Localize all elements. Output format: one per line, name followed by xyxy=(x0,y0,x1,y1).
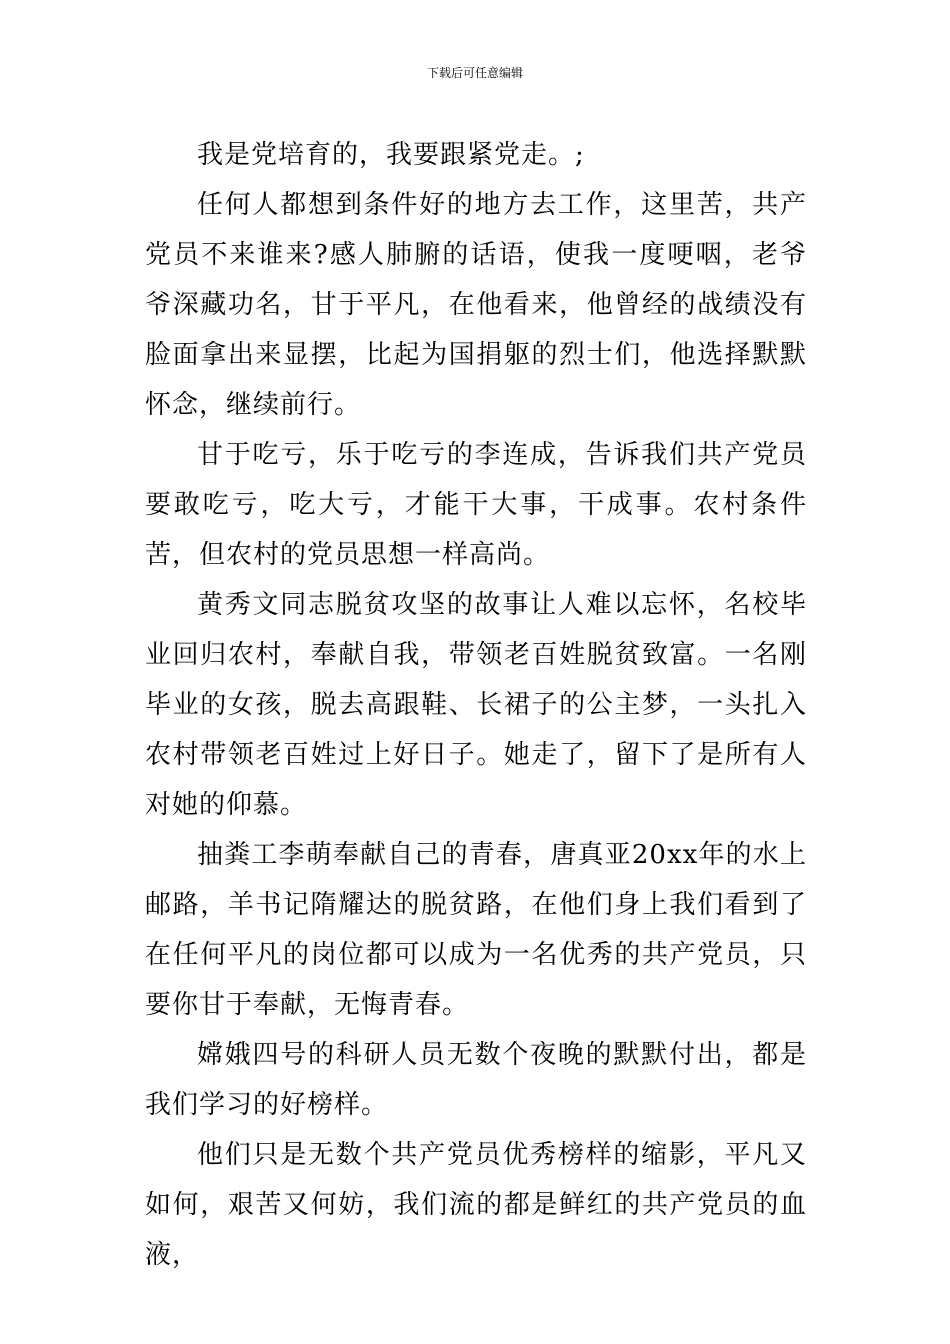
paragraph: 黄秀文同志脱贫攻坚的故事让人难以忘怀，名校毕业回归农村，奉献自我，带领老百姓脱贫致富。一名刚毕业的女孩，脱去高跟鞋、长裙子的公主梦，一头扎入农村带领老百姓过上好日子。她走了，留下了是所有人对她的仰慕。 xyxy=(145,590,807,820)
paragraph: 抽粪工李萌奉献自己的青春，唐真亚20xx年的水上邮路，羊书记隋耀达的脱贫路，在他们身上我们看到了在任何平凡的岗位都可以成为一名优秀的共产党员，只要你甘于奉献，无悔青春。 xyxy=(145,840,807,1020)
paragraph: 我是党培育的，我要跟紧党走。; xyxy=(197,140,585,170)
document-body xyxy=(145,130,807,1280)
paragraph: 任何人都想到条件好的地方去工作，这里苦，共产党员不来谁来?感人肺腑的话语，使我一度哽咽，老爷爷深藏功名，甘于平凡，在他看来，他曾经的战绩没有脸面拿出来显摆，比起为国捐躯的烈士们，他选择默默怀念，继续前行。 xyxy=(145,190,807,420)
header-note: 下载后可任意编辑 xyxy=(426,66,523,80)
paragraph: 嫦娥四号的科研人员无数个夜晚的默默付出，都是我们学习的好榜样。 xyxy=(145,1040,807,1120)
paragraph: 他们只是无数个共产党员优秀榜样的缩影，平凡又如何，艰苦又何妨，我们流的都是鲜红的共产党员的血液， xyxy=(145,1140,807,1270)
paragraph: 甘于吃亏，乐于吃亏的李连成，告诉我们共产党员要敢吃亏，吃大亏，才能干大事，干成事。农村条件苦，但农村的党员思想一样高尚。 xyxy=(145,440,807,570)
